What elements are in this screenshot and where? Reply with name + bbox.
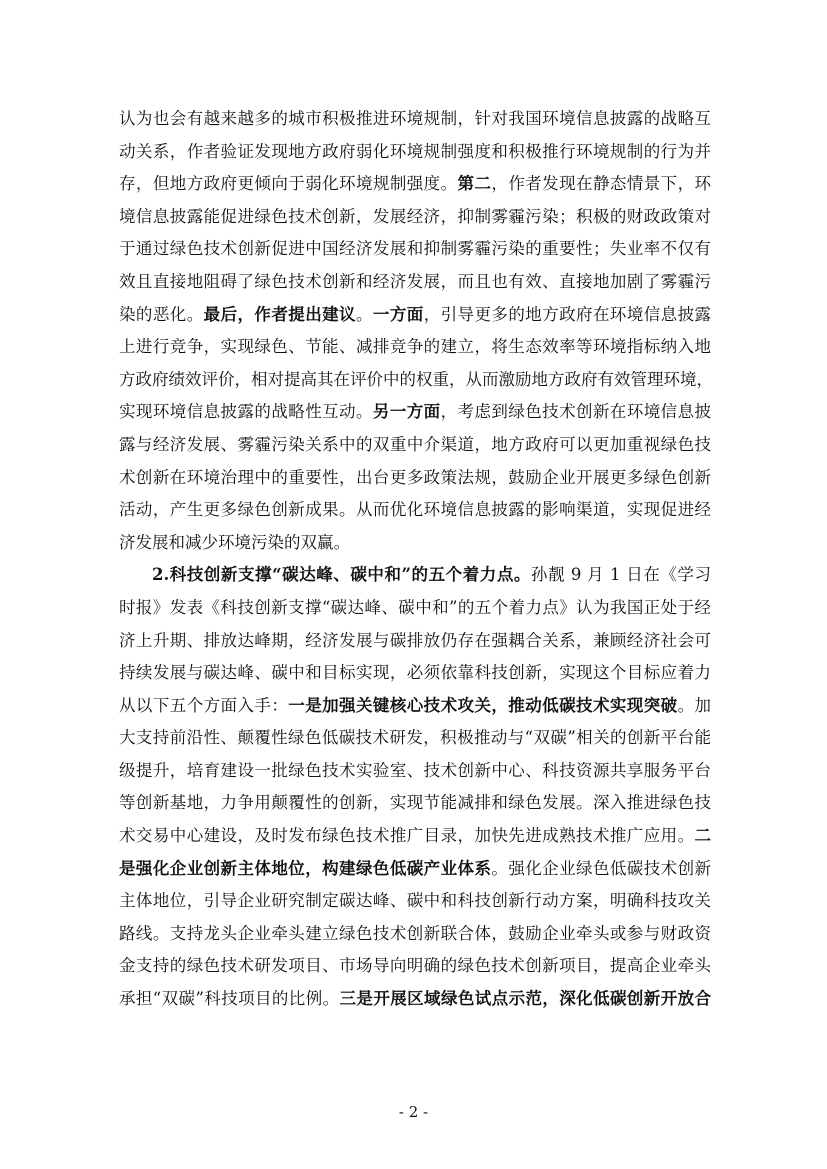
text-line: 时报》发表《科技创新支撑“碳达峰、碳中和”的五个着力点》认为我国正处于经 (119, 597, 711, 617)
text-line: 术交易中心建设，及时发布绿色技术推广目录，加快先进成熟技术推广应用。二 (119, 826, 711, 846)
text-line: 2.科技创新支撑“碳达峰、碳中和”的五个着力点。孙靓 9 月 1 日在《学习 (152, 565, 711, 585)
text-line: 从以下五个方面入手：一是加强关键核心技术攻关，推动低碳技术实现突破。加 (119, 695, 712, 715)
text-line: 露与经济发展、雾霾污染关系中的双重中介渠道，地方政府可以更加重视绿色技 (119, 434, 711, 454)
document-body (119, 103, 711, 1016)
text-line: 大支持前沿性、颠覆性绿色低碳技术研发，积极推动与“双碳”相关的创新平台能 (119, 728, 711, 748)
text-line: 等创新基地，力争用颠覆性的创新，实现节能减排和绿色发展。深入推进绿色技 (119, 793, 711, 813)
section-heading: 2.科技创新支撑“碳达峰、碳中和”的五个着力点。 (152, 565, 531, 585)
text-line: 效且直接地阻碍了绿色技术创新和经济发展，而且也有效、直接地加剧了雾霾污 (119, 271, 711, 291)
text-line: 济上升期、排放达峰期，经济发展与碳排放仍存在强耦合关系，兼顾经济社会可 (119, 630, 711, 650)
text-line: 承担“双碳”科技项目的比例。三是开展区域绿色试点示范，深化低碳创新开放合 (119, 989, 712, 1009)
text-line: 于通过绿色技术创新促进中国经济发展和抑制雾霾污染的重要性；失业率不仅有 (119, 239, 711, 259)
text-line: 活动，产生更多绿色创新成果。从而优化环境信息披露的影响渠道，实现促进经 (119, 500, 711, 520)
text-line: 认为也会有越来越多的城市积极推进环境规制，针对我国环境信息披露的战略互 (119, 109, 711, 128)
text-line: 动关系，作者验证发现地方政府弱化环境规制强度和积极推行环境规制的行为并 (119, 141, 711, 161)
text-line: 境信息披露能促进绿色技术创新，发展经济，抑制雾霾污染；积极的财政政策对 (119, 206, 711, 226)
text-line: 术创新在环境治理中的重要性，出台更多政策法规，鼓励企业开展更多绿色创新 (119, 467, 711, 487)
text-line: 染的恶化。最后，作者提出建议。一方面，引导更多的地方政府在环境信息披露 (119, 304, 712, 324)
text-line: 级提升，培育建设一批绿色技术实验室、技术创新中心、科技资源共享服务平台 (119, 760, 711, 780)
page-number: - 2 - (398, 1103, 429, 1121)
text-line: 存，但地方政府更倾向于弱化环境规制强度。第二，作者发现在静态情景下，环 (119, 174, 712, 194)
text-line: 持续发展与碳达峰、碳中和目标实现，必须依靠科技创新，实现这个目标应着力 (119, 663, 711, 683)
text-line: 上进行竞争，实现绿色、节能、减排竞争的建立，将生态效率等环境指标纳入地 (119, 337, 711, 357)
paragraph-tech-innovation (119, 559, 711, 1015)
text-line: 济发展和减少环境污染的双赢。 (119, 532, 350, 552)
text-line: 是强化企业创新主体地位，构建绿色低碳产业体系。强化企业绿色低碳技术创新 (119, 858, 712, 878)
paragraph-environment-disclosure (119, 103, 711, 559)
text-line: 实现环境信息披露的战略性互动。另一方面，考虑到绿色技术创新在环境信息披 (119, 402, 712, 422)
text-line: 路线。支持龙头企业牵头建立绿色技术创新联合体，鼓励企业牵头或参与财政资 (119, 923, 711, 943)
text-line: 方政府绩效评价，相对提高其在评价中的权重，从而激励地方政府有效管理环境， (119, 369, 713, 389)
text-line: 金支持的绿色技术研发项目、市场导向明确的绿色技术创新项目，提高企业牵头 (119, 956, 711, 976)
text-line: 主体地位，引导企业研究制定碳达峰、碳中和科技创新行动方案，明确科技攻关 (119, 891, 711, 911)
